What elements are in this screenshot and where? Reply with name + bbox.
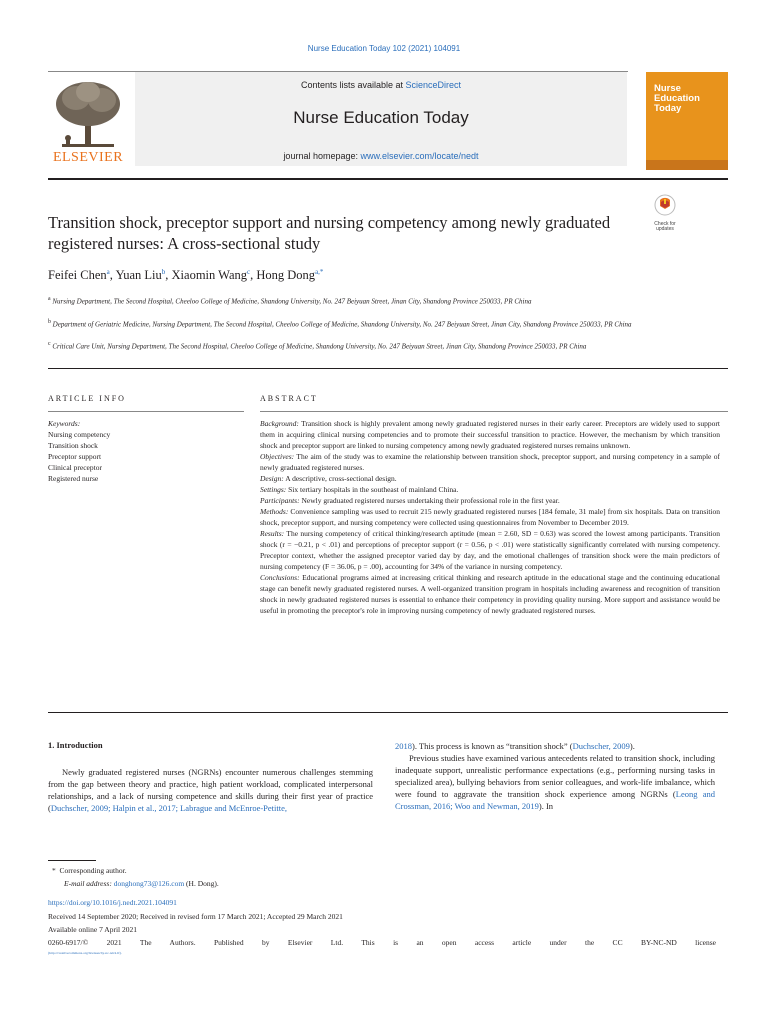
intro-text: Newly graduated registered nurses (NGRNs) encounter numerous challenges stemming from the gap between theory and practice, high patient workload, complicated interpersonal relationships, and a lack of nursing competence and skills during their first year of practice ( (48, 767, 373, 813)
asterisk-mark: * (52, 866, 56, 875)
abstract-section-text: Newly graduated registered nurses undertaking their professional role in the first year. (301, 496, 560, 505)
abstract-rule (260, 411, 728, 412)
homepage-line (135, 151, 627, 161)
email-label: E-mail address: (64, 879, 114, 888)
corresponding-label: Corresponding author. (59, 866, 127, 875)
abstract-section-label: Conclusions: (260, 573, 300, 582)
author-affil-mark[interactable]: c (247, 268, 251, 276)
abstract-section-text: Convenience sampling was used to recruit 215 newly graduated registered nurses [184 female, 31 male] from six hospitals. Data on transition shock, preceptor support, and nursing competency were collected using questionnaires from November to December 2019. (260, 507, 720, 527)
keyword: Preceptor support (48, 452, 102, 461)
affiliation-text: Department of Geriatric Medicine, Nursing Department, The Second Hospital, Cheeloo College of Medicine, Shandong University, No. 247 Beiyuan Street, Jinan City, Shandong Province 250033, PR China (52, 320, 632, 329)
elsevier-logo[interactable] (48, 78, 128, 168)
abstract-section-label: Design: (260, 474, 284, 483)
elsevier-wordmark: ELSEVIER (52, 150, 124, 165)
doi-link[interactable]: https://doi.org/10.1016/j.nedt.2021.104091 (48, 898, 177, 907)
keyword: Clinical preceptor (48, 463, 102, 472)
affiliation-a (48, 295, 648, 307)
author-list: Feifei Chen$^a$, Yuan Liu$^b$, Xiaomin Wang$^c$, Hong Dong$^{a,*}$ (48, 268, 324, 283)
citation-link[interactable]: Duchscher, 2009; Halpin et al., 2017; Labrague and McEnroe-Petitte, (50, 803, 288, 813)
abstract-section-label: Methods: (260, 507, 289, 516)
abstract-body (260, 418, 720, 616)
abstract-section (260, 506, 720, 528)
abstract-section-text: Transition shock is highly prevalent among newly graduated registered nurses in their early career. Preceptors are widely used to support them in acquiring clinical nursing competencies and to promote their successful transition to practice. However, the mechanism by which transition shock and preceptor support are linked to nursing competency among newly graduated registered nurses remains unknown. (260, 419, 720, 450)
abstract-section (260, 495, 720, 506)
section-divider (48, 368, 728, 369)
elsevier-tree-icon (48, 78, 128, 150)
affiliation-text: Nursing Department, The Second Hospital, Cheeloo College of Medicine, Shandong University, No. 247 Beiyuan Street, Jinan City, Shandong Province 250033, PR China (52, 297, 532, 306)
introduction-paragraph-1 (48, 766, 373, 814)
abstract-section (260, 484, 720, 495)
intro-text: ). This process is known as “transition shock” ( (412, 741, 573, 751)
journal-homepage-link[interactable]: www.elsevier.com/locate/nedt (360, 151, 479, 161)
citation-link[interactable]: Leong and Crossman, 2016; Woo and Newman, 2019 (395, 789, 715, 811)
article-title: Transition shock, preceptor support and nursing competency among newly graduated registered nurses: A cross-sectional study (48, 213, 611, 253)
keyword: Transition shock (48, 441, 98, 450)
introduction-heading: 1. Introduction (48, 740, 103, 750)
sciencedirect-link[interactable]: ScienceDirect (405, 80, 462, 90)
abstract-section (260, 451, 720, 473)
email-suffix: (H. Dong). (184, 879, 219, 888)
intro-text: ). (629, 741, 635, 751)
contents-line (135, 80, 627, 90)
affiliation-mark: b (48, 319, 51, 325)
introduction-continued (395, 740, 715, 752)
affiliation-mark: c (48, 341, 51, 347)
abstract-section (260, 528, 720, 572)
affiliation-b (48, 318, 648, 330)
email-link[interactable]: donghong73@126.com (113, 879, 185, 888)
abstract-section-text: Educational programs aimed at increasing critical thinking and research aptitude in the educational stage and the continuing educational stage can benefit newly graduated registered nurses. A well-organized transition program in hospitals including awareness and recognition of transition shock in newly graduated registered nurses is essential to enhance their competency in providing quality nursing. More support and assistance would be useful in promoting the preceptor's role in improving nursing competency of newly graduated registered nurses. (260, 573, 721, 615)
abstract-section-text: The aim of the study was to examine the relationship between transition shock, preceptor support, and nursing competency in a sample of newly graduated registered nurses. (260, 452, 720, 472)
citation-link[interactable]: Duchscher, 2009 (572, 741, 630, 751)
keywords-block (48, 418, 244, 484)
check-updates-label: Check for updates (654, 221, 676, 232)
affiliation-mark: a (48, 296, 51, 302)
article-info-rule (48, 411, 244, 412)
received-dates: Received 14 September 2020; Received in revised form 17 March 2021; Accepted 29 March 2021 (48, 912, 343, 921)
header-bottom-rule (48, 178, 728, 180)
citation-link[interactable]: 2018 (395, 741, 412, 751)
license-statement: 0260-6917/© 2021 The Authors. Published by Elsevier Ltd. This is an open access article under the CC BY-NC-ND license (48, 938, 716, 947)
abstract-section-text: Six tertiary hospitals in the southeast of mainland China. (288, 485, 459, 494)
abstract-section (260, 418, 720, 451)
journal-cover[interactable] (646, 72, 728, 170)
affiliation-c (48, 340, 648, 352)
abstract-heading: ABSTRACT (260, 394, 318, 403)
author-name[interactable]: Yuan Liu (115, 268, 162, 283)
abstract-section-text: A descriptive, cross-sectional design. (285, 474, 397, 483)
intro-text: Previous studies have examined various antecedents related to transition shock, including inadequate support, unrealistic performance expectations (e.g., performing nursing tasks in specialized area), bullying behaviors from senior colleagues, and work-life imbalance, which were found to aggravate the transition shock experience among NGRNs ( (395, 753, 715, 799)
abstract-section (260, 473, 720, 484)
abstract-section-label: Participants: (260, 496, 300, 505)
article-info-heading: ARTICLE INFO (48, 394, 126, 403)
cover-title: Nurse Education Today (654, 83, 700, 114)
abstract-section-label: Background: (260, 419, 299, 428)
author-affil-mark[interactable]: b (161, 268, 166, 276)
check-updates-icon (654, 194, 676, 216)
abstract-section-label: Objectives: (260, 452, 295, 461)
journal-name: Nurse Education Today (293, 108, 469, 127)
author-name[interactable]: Hong Dong (256, 268, 316, 283)
journal-reference[interactable]: Nurse Education Today 102 (2021) 104091 (307, 44, 461, 53)
introduction-paragraph-2 (395, 752, 715, 812)
available-online: Available online 7 April 2021 (48, 925, 138, 934)
check-for-updates-button[interactable] (647, 194, 683, 230)
abstract-section (260, 572, 720, 616)
keyword: Registered nurse (48, 474, 99, 483)
homepage-prefix: journal homepage: (283, 151, 361, 161)
affiliation-text: Critical Care Unit, Nursing Department, The Second Hospital, Cheeloo College of Medicine, Shandong University, No. 247 Beiyuan Street, Jinan City, Shandong Province 250033, PR China (52, 342, 587, 351)
license-link[interactable]: (http://creativecommons.org/licenses/by-nc-nd/4.0/). (48, 951, 122, 955)
abstract-section-text: The nursing competency of critical thinking/research aptitude (mean = 2.60, SD = 0.63) was scored the lowest among participants. Transition shock (r = −0.21, p < .01) and perceptions of preceptor support (r = 0.56, p < .01) were statistically significantly correlated with nursing competency. Preceptor context, whether the assigned preceptor varied day by day, and the emotional challenges of transition shock were the main predictors of nursing competency (F = 36.06, p = .00), accounting for 34% of the variance in nursing competency. (260, 529, 720, 571)
corresponding-author-note (52, 866, 127, 875)
abstract-end-rule (48, 712, 728, 713)
cover-strip (646, 160, 728, 170)
author-affil-mark[interactable]: a (106, 268, 110, 276)
intro-text: ). In (538, 801, 554, 811)
email-note (64, 879, 219, 888)
keyword: Nursing competency (48, 430, 111, 439)
abstract-section-label: Settings: (260, 485, 287, 494)
contents-prefix: Contents lists available at (300, 80, 406, 90)
keywords-label: Keywords: (48, 419, 81, 428)
author-affil-mark[interactable]: a,* (315, 268, 324, 276)
footnote-rule (48, 860, 96, 861)
author-name[interactable]: Feifei Chen (48, 268, 107, 283)
abstract-section-label: Results: (260, 529, 285, 538)
author-name[interactable]: Xiaomin Wang (171, 268, 248, 283)
